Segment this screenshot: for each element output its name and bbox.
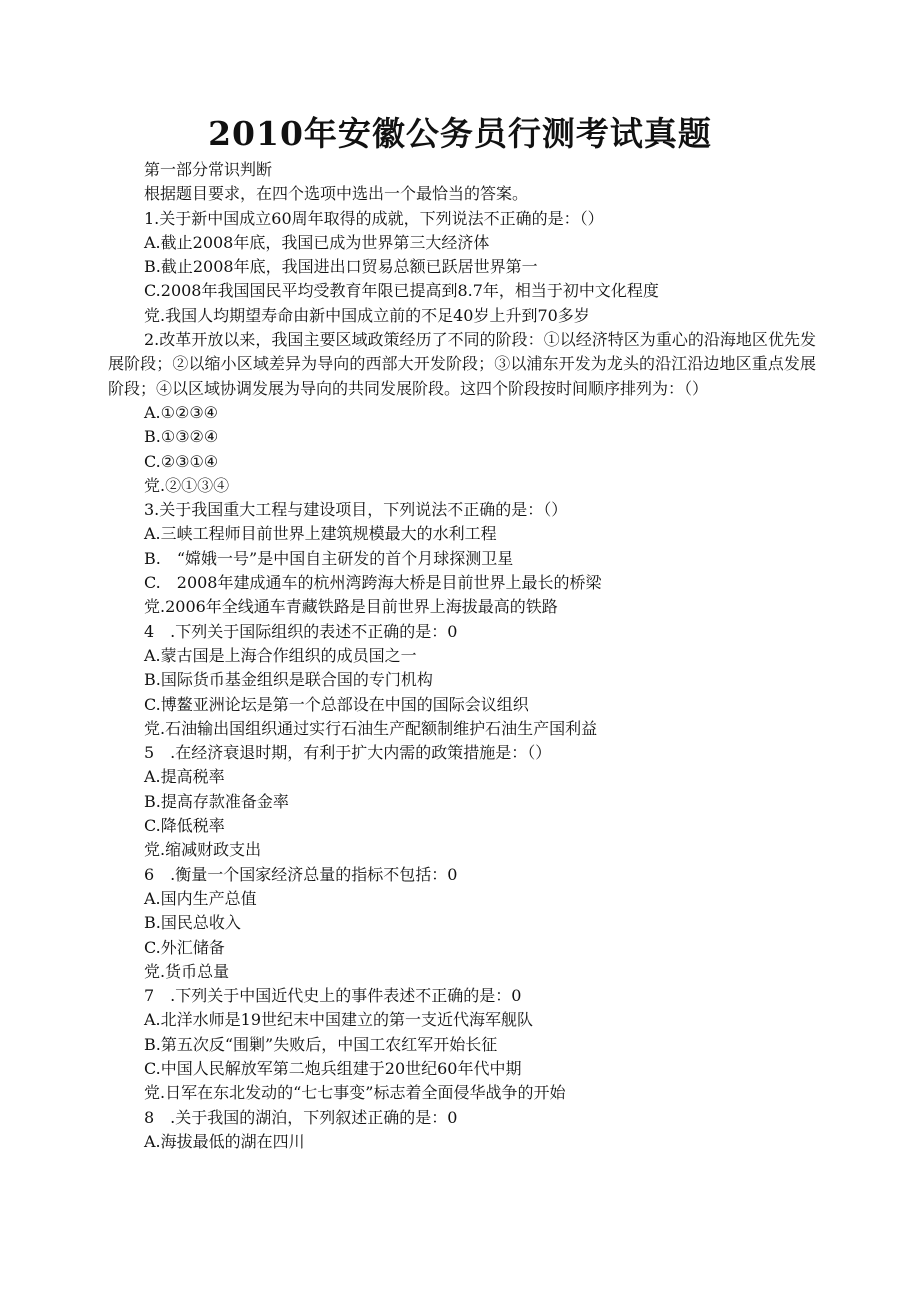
option-a: A.三峡工程师目前世界上建筑规模最大的水利工程 bbox=[144, 524, 497, 544]
option-c: C.中国人民解放军第二炮兵组建于20世纪60年代中期 bbox=[144, 1058, 522, 1078]
option-d: 党.②①③④ bbox=[144, 475, 230, 495]
option-a: A.截止2008年底，我国已成为世界第三大经济体 bbox=[144, 232, 490, 252]
document-body bbox=[108, 158, 816, 1154]
option-b: B.国民总收入 bbox=[144, 913, 241, 933]
option-c: C.博鳌亚洲论坛是第一个总部设在中国的国际会议组织 bbox=[144, 694, 529, 714]
option-a: A.海拔最低的湖在四川 bbox=[144, 1131, 305, 1151]
question-5: 5 .在经济衰退时期，有利于扩大内需的政策措施是：（） bbox=[144, 743, 552, 763]
question-3: 3.关于我国重大工程与建设项目，下列说法不正确的是：（） bbox=[144, 500, 568, 520]
option-a: A.蒙古国是上海合作组织的成员国之一 bbox=[144, 645, 417, 665]
option-a: A.国内生产总值 bbox=[144, 888, 257, 908]
question-1: 1.关于新中国成立60周年取得的成就，下列说法不正确的是：（） bbox=[144, 208, 604, 228]
option-c: C.降低税率 bbox=[144, 816, 225, 836]
option-b: B.第五次反“围剿”失败后，中国工农红军开始长征 bbox=[144, 1034, 498, 1054]
option-a: A.北洋水师是19世纪末中国建立的第一支近代海军舰队 bbox=[144, 1010, 534, 1030]
question-4: 4 .下列关于国际组织的表述不正确的是：0 bbox=[144, 621, 458, 641]
question-8: 8 .关于我国的湖泊，下列叙述正确的是：0 bbox=[144, 1107, 458, 1127]
option-c: C.②③①④ bbox=[144, 451, 219, 471]
option-b: B.①③②④ bbox=[144, 427, 219, 447]
option-d: 党.石油输出国组织通过实行石油生产配额制维护石油生产国利益 bbox=[144, 718, 598, 738]
question-6: 6 .衡量一个国家经济总量的指标不包括：0 bbox=[144, 864, 458, 884]
option-b: B.国际货币基金组织是联合国的专门机构 bbox=[144, 670, 433, 690]
option-a: A.①②③④ bbox=[144, 402, 219, 422]
option-d: 党.我国人均期望寿命由新中国成立前的不足40岁上升到70多岁 bbox=[144, 305, 590, 325]
option-b: B.截止2008年底，我国进出口贸易总额已跃居世界第一 bbox=[144, 257, 538, 277]
question-2: 2.改革开放以来，我国主要区域政策经历了不同的阶段：①以经济特区为重心的沿海地区优先发展阶段；②以缩小区域差异为导向的西部大开发阶段；③以浦东开发为龙头的沿江沿边地区重点发展阶段；④以区域协调发展为导向的共同发展阶段。这四个阶段按时间顺序排列为：（） bbox=[108, 330, 816, 398]
document-title: 2010年安徽公务员行测考试真题 bbox=[208, 114, 712, 153]
option-b: B. “嫦娥一号”是中国自主研发的首个月球探测卫星 bbox=[144, 548, 514, 568]
option-d: 党.2006年全线通车青藏铁路是目前世界上海拔最高的铁路 bbox=[144, 597, 558, 617]
option-c: C.2008年我国国民平均受教育年限已提高到8.7年，相当于初中文化程度 bbox=[144, 281, 659, 301]
option-d: 党.日军在东北发动的“七七事变”标志着全面侵华战争的开始 bbox=[144, 1083, 566, 1103]
section-heading: 第一部分常识判断 bbox=[144, 160, 273, 179]
option-d: 党.货币总量 bbox=[144, 961, 230, 981]
option-a: A.提高税率 bbox=[144, 767, 225, 787]
option-c: C.外汇储备 bbox=[144, 937, 225, 957]
option-c: C. 2008年建成通车的杭州湾跨海大桥是目前世界上最长的桥梁 bbox=[144, 573, 602, 593]
option-d: 党.缩减财政支出 bbox=[144, 840, 262, 860]
option-b: B.提高存款准备金率 bbox=[144, 791, 289, 811]
instruction-text: 根据题目要求，在四个选项中选出一个最恰当的答案。 bbox=[144, 184, 529, 204]
question-7: 7 .下列关于中国近代史上的事件表述不正确的是：0 bbox=[144, 986, 522, 1006]
